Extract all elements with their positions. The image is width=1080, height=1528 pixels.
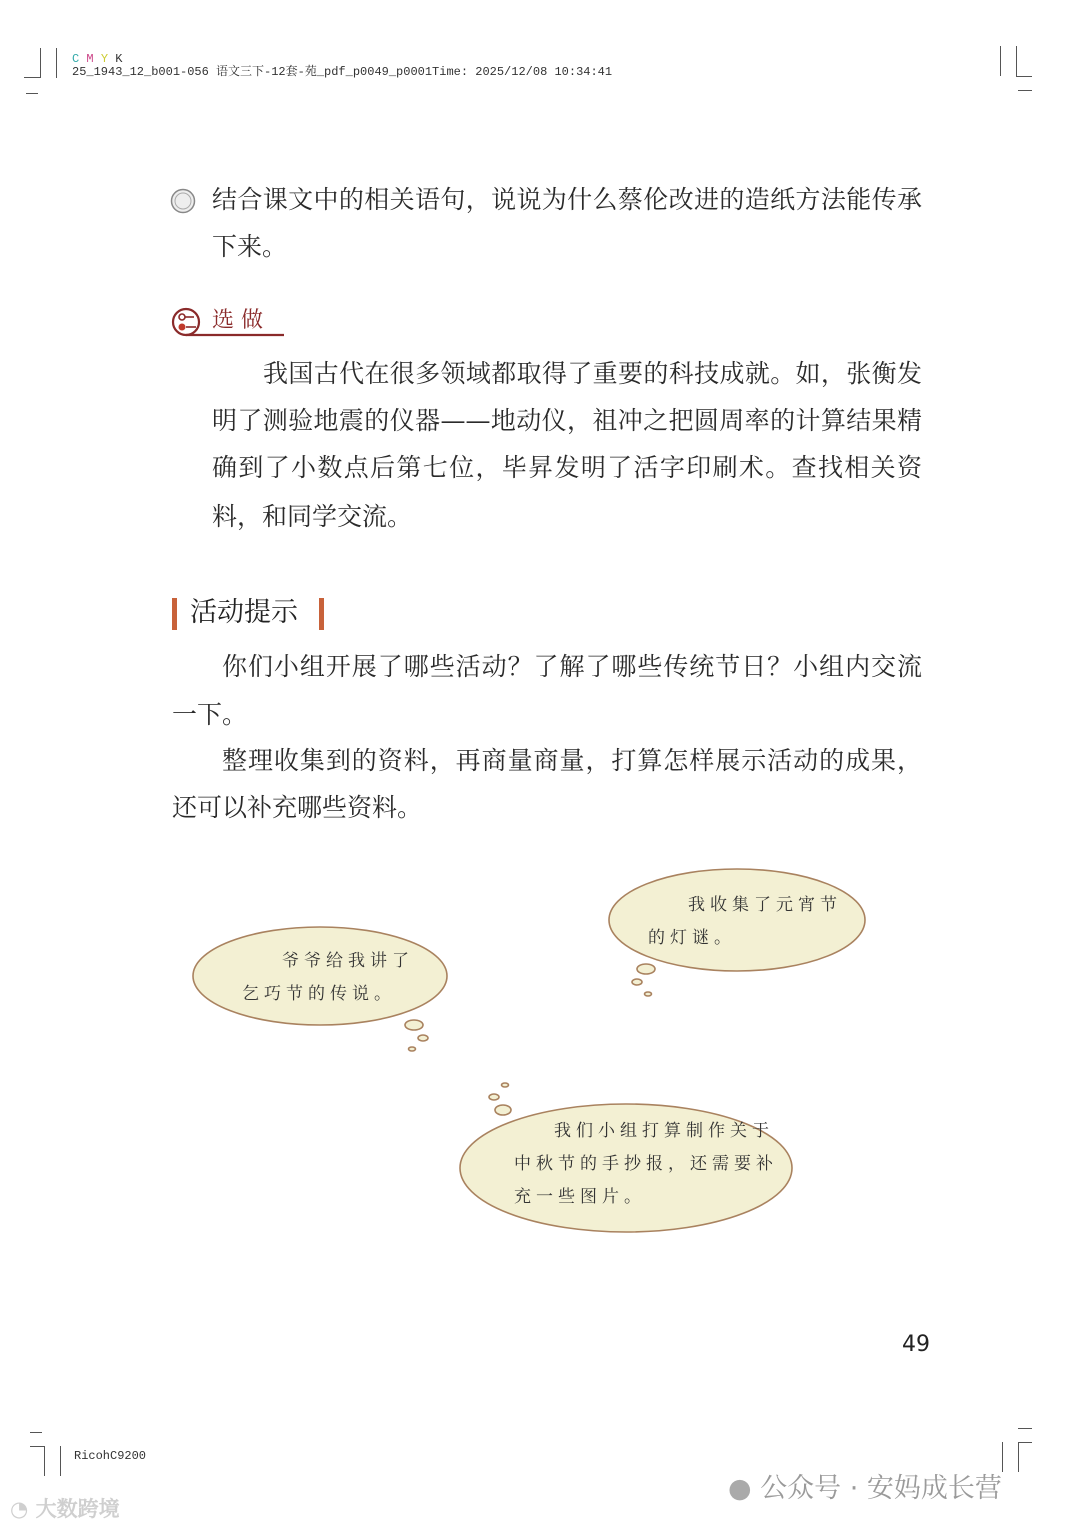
crop-mark xyxy=(56,48,57,78)
think-discuss-icon xyxy=(170,188,196,214)
activity-text: 一下。 xyxy=(172,700,248,729)
bubble-1-text: 爷爷给我讲了 xyxy=(282,951,414,971)
page-number: 49 xyxy=(902,1332,930,1357)
bubble-3-text: 充一些图片。 xyxy=(514,1187,646,1207)
cmyk-m: M xyxy=(86,52,94,66)
optional-label: 选 做 xyxy=(212,308,263,333)
crop-mark xyxy=(1002,1442,1003,1472)
printer-label: RicohC9200 xyxy=(74,1449,147,1463)
question-text: 下来。 xyxy=(212,232,288,261)
crop-mark xyxy=(1018,90,1032,91)
section-bar-left xyxy=(172,598,177,630)
crop-mark xyxy=(1016,46,1017,76)
wechat-icon: ● xyxy=(728,1473,752,1504)
optional-text: 我国古代在很多领域都取得了重要的科技成就。如，张衡发 xyxy=(263,359,922,388)
section-title: 活动提示 xyxy=(190,597,298,628)
activity-text: 你们小组开展了哪些活动？了解了哪些传统节日？小组内交流 xyxy=(222,652,922,681)
crop-mark xyxy=(60,1446,61,1476)
crop-mark xyxy=(1018,1442,1019,1472)
question-text: 结合课文中的相关语句，说说为什么蔡伦改进的造纸方法能传承 xyxy=(212,185,922,214)
crop-mark xyxy=(44,1446,45,1476)
cmyk-c: C xyxy=(72,52,80,66)
crop-mark xyxy=(30,1432,42,1433)
crop-mark xyxy=(1018,1442,1032,1443)
bubble-2-text: 的灯谜。 xyxy=(648,928,736,948)
crop-mark xyxy=(1018,1428,1032,1429)
watermark-left-text: 大数跨境 xyxy=(35,1497,120,1521)
watermark-left: ◔ 大数跨境 xyxy=(10,1497,120,1521)
watermark-right xyxy=(728,1466,1002,1505)
crop-mark xyxy=(26,93,38,94)
activity-text: 整理收集到的资料，再商量商量，打算怎样展示活动的成果， xyxy=(222,746,922,775)
optional-text: 确到了小数点后第七位，毕昇发明了活字印刷术。查找相关资 xyxy=(212,453,922,482)
crop-mark xyxy=(40,48,41,78)
bubble-3-text: 中秋节的手抄报，还需要补 xyxy=(514,1154,778,1174)
print-header xyxy=(72,53,612,79)
watermark-right-text: 公众号 · 安妈成长营 xyxy=(760,1473,1002,1504)
crop-mark xyxy=(1016,76,1032,77)
optional-text: 明了测验地震的仪器——地动仪，祖冲之把圆周率的计算结果精 xyxy=(212,406,922,435)
activity-text: 还可以补充哪些资料。 xyxy=(172,793,423,822)
cmyk-y: Y xyxy=(100,52,109,66)
print-job-line: 25_1943_12_b001-056 语文三下-12套-苑_pdf_p0049_p0001Time: 2025/12/08 10:34:41 xyxy=(72,65,613,79)
bubble-3-text: 我们小组打算制作关于 xyxy=(554,1121,774,1141)
crop-mark xyxy=(24,77,40,78)
bubble-1-text: 乞巧节的传说。 xyxy=(242,984,396,1004)
crop-mark xyxy=(1000,46,1001,76)
optional-text: 料，和同学交流。 xyxy=(212,502,413,531)
cmyk-k: K xyxy=(115,52,123,66)
bubble-2-text: 我收集了元宵节 xyxy=(688,895,842,915)
crop-mark xyxy=(30,1446,44,1447)
section-bar-right xyxy=(319,598,324,630)
